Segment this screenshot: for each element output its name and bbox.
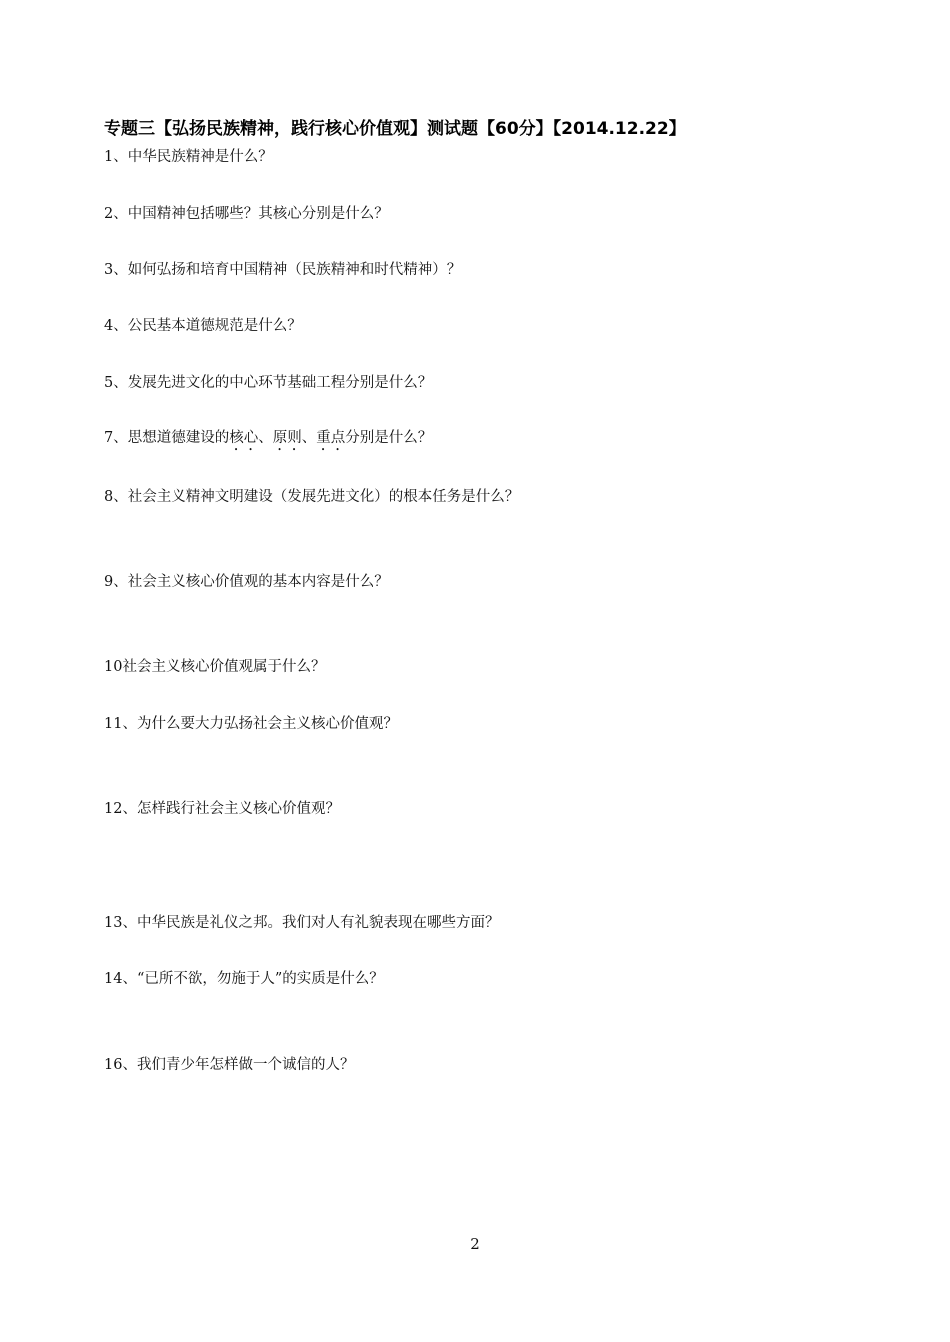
question-9: 9、社会主义核心价值观的基本内容是什么？: [104, 574, 389, 590]
question-2: 2、中国精神包括哪些？其核心分别是什么？: [104, 206, 389, 222]
question-7-emphasis-principle: 原则: [272, 430, 302, 446]
question-10: 10社会主义核心价值观属于什么？: [104, 659, 326, 675]
question-8: 8、社会主义精神文明建设（发展先进文化）的根本任务是什么？: [104, 489, 520, 505]
question-1: 1、中华民族精神是什么？: [104, 149, 273, 165]
question-7: [104, 427, 432, 454]
question-7-separator: 、: [258, 430, 273, 446]
question-3: 3、如何弘扬和培育中国精神（民族精神和时代精神）？: [104, 262, 462, 278]
page-number: 2: [470, 1235, 480, 1253]
question-5: 5、发展先进文化的中心环节基础工程分别是什么？: [104, 375, 433, 391]
question-11: 11、为什么要大力弘扬社会主义核心价值观？: [104, 716, 398, 732]
question-7-emphasis-core: 核心: [229, 430, 259, 446]
page-title: 专题三【弘扬民族精神，践行核心价值观】测试题【60分】【2014.12.22】: [104, 119, 686, 139]
question-16: 16、我们青少年怎样做一个诚信的人？: [104, 1057, 355, 1073]
question-7-separator: 、: [301, 430, 317, 446]
question-12: 12、怎样践行社会主义核心价值观？: [104, 801, 340, 817]
question-13: 13、中华民族是礼仪之邦。我们对人有礼貌表现在哪些方面？: [104, 915, 500, 931]
question-4: 4、公民基本道德规范是什么？: [104, 318, 302, 334]
question-7-suffix: 分别是什么？: [345, 430, 433, 446]
question-7-prefix: 7、思想道德建设的: [104, 430, 230, 446]
question-7-emphasis-focus: 重点: [316, 430, 346, 446]
question-14: 14、“已所不欲，勿施于人”的实质是什么？: [104, 971, 384, 987]
